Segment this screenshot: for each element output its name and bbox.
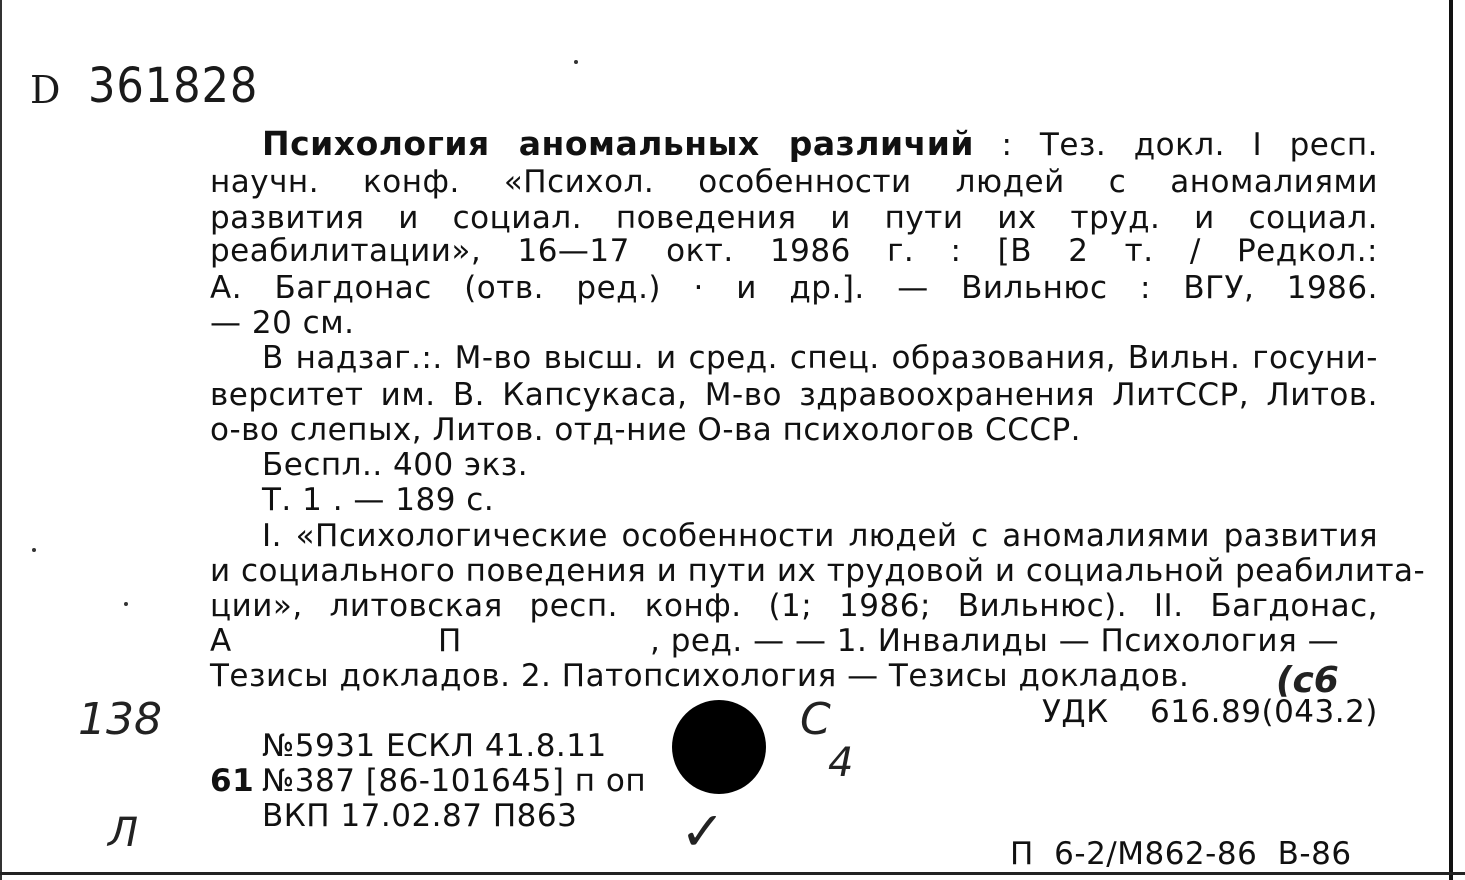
- description-line-5: — 20 см.: [210, 305, 355, 341]
- bottom-right-code: П 6-2/М862-86 В-86: [1010, 836, 1352, 872]
- handwritten-four-mark: 4: [828, 740, 854, 786]
- title-line: [262, 126, 1378, 163]
- accession-letter: D: [30, 68, 61, 112]
- note-line-1: В надзаг.:. М-во высш. и сред. спец. образования, Вильн. госуни-: [262, 340, 1378, 376]
- tracing-initial-p: П: [438, 623, 462, 659]
- handwritten-tick-mark: ✓: [680, 800, 726, 863]
- card-bottom-edge: [0, 872, 1465, 875]
- udk-label: УДК: [1042, 694, 1109, 730]
- accession-number: 361828: [88, 58, 259, 114]
- description-line-2: развития и социал. поведения и пути их труд. и социал.: [210, 200, 1378, 236]
- tracing-initial-a: А: [210, 623, 232, 659]
- volume-line: Т. 1 . — 189 с.: [262, 482, 495, 518]
- title-continuation: : Тез. докл. I респ.: [974, 127, 1378, 163]
- ink-speck: [574, 60, 578, 64]
- tracing-line-4: , ред. — — 1. Инвалиды — Психология —: [650, 623, 1340, 659]
- tracing-line-5: Тезисы докладов. 2. Патопсихология — Тезисы докладов.: [210, 658, 1190, 694]
- card-title: Психология аномальных различий: [262, 124, 975, 163]
- note-line-2: верситет им. В. Капсукаса, М-во здравоохранения ЛитССР, Литов.: [210, 377, 1378, 413]
- code-line-2-prefix: 61: [210, 763, 255, 799]
- code-line-2: №387 [86-101645] п оп: [262, 763, 647, 799]
- price-line: Беспл.. 400 экз.: [262, 447, 529, 483]
- handwritten-c-mark: С: [800, 694, 831, 745]
- ink-speck: [32, 548, 36, 552]
- tracing-line-1: I. «Психологические особенности людей с аномалиями развития: [262, 518, 1378, 554]
- udk-value: 616.89(043.2): [1150, 694, 1378, 730]
- punch-hole: [672, 700, 766, 794]
- handwritten-mark-left: 138: [78, 694, 162, 745]
- tracing-line-3: ции», литовская респ. конф. (1; 1986; Вильнюс). II. Багдонас,: [210, 588, 1378, 624]
- card-right-edge: [1449, 0, 1453, 880]
- description-line-1: научн. конф. «Психол. особенности людей с аномалиями: [210, 164, 1378, 200]
- ink-speck: [124, 602, 128, 606]
- code-line-3: ВКП 17.02.87 П863: [262, 798, 578, 834]
- description-line-3: реабилитации», 16—17 окт. 1986 г. : [В 2 т. / Редкол.:: [210, 233, 1378, 269]
- description-line-4: А. Багдонас (отв. ред.) · и др.]. — Вильнюс : ВГУ, 1986.: [210, 270, 1378, 306]
- tracing-line-2: и социального поведения и пути их трудовой и социальной реабилита-: [210, 553, 1426, 589]
- note-line-3: о-во слепых, Литов. отд-ние О-ва психологов СССР.: [210, 412, 1082, 448]
- handwritten-mark-bottom-left: Л: [108, 810, 139, 856]
- handwritten-paren-mark: (с6: [1276, 660, 1339, 701]
- card-left-edge: [0, 0, 2, 880]
- code-line-1: №5931 ЕСКЛ 41.8.11: [262, 728, 607, 764]
